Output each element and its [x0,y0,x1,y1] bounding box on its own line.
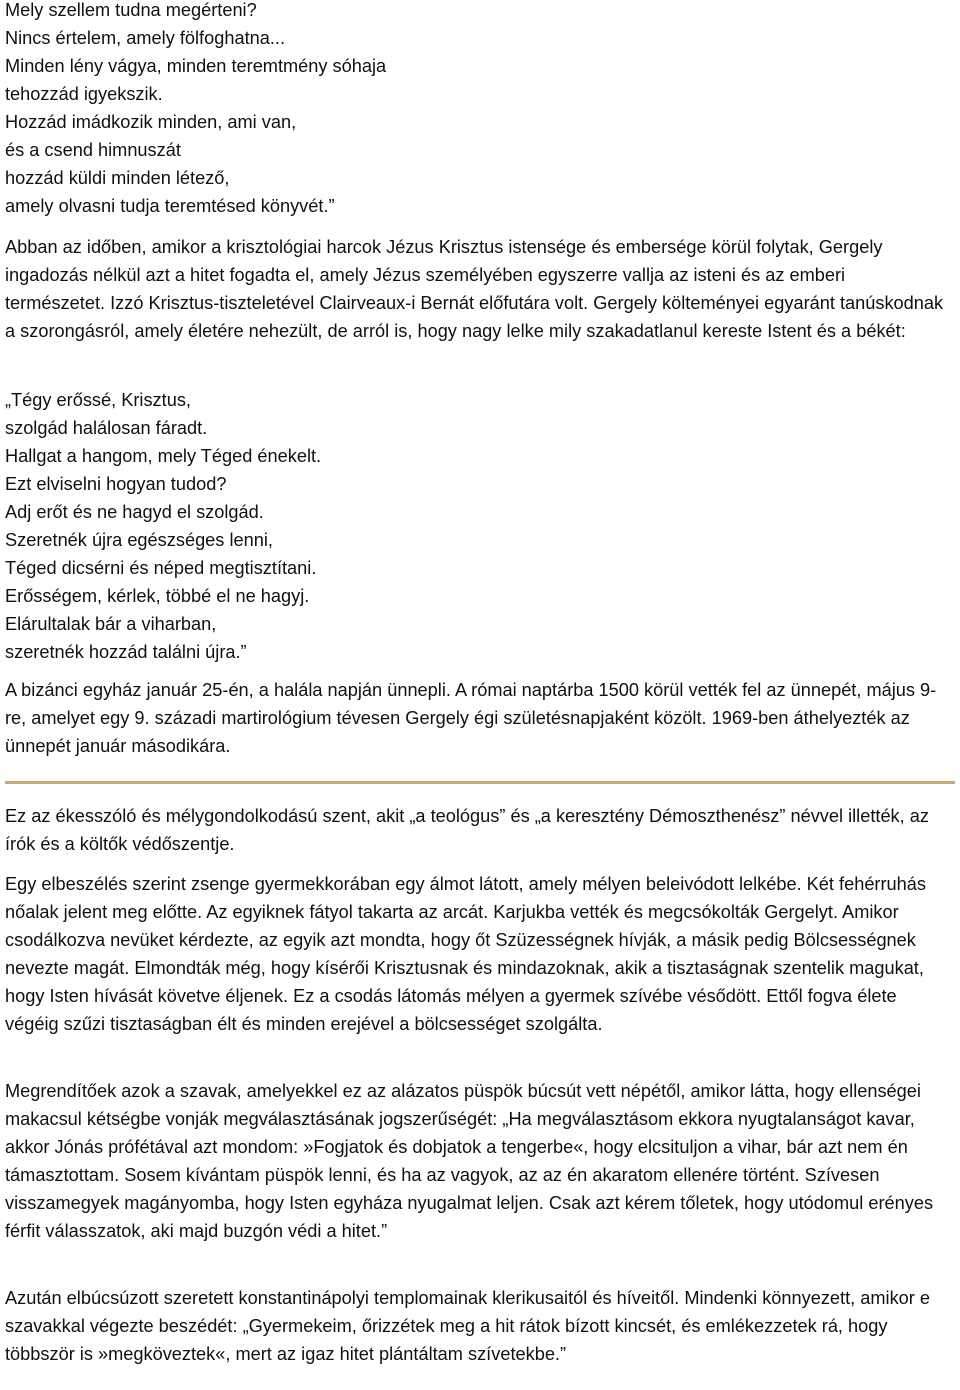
section-divider [5,781,955,784]
paragraph-feast-day: A bizánci egyház január 25-én, a halála napján ünnepli. A római naptárba 1500 körül vették fel az ünnepét, május 9-re, amelyet egy 9. századi martirológium tévesen Gergely égi születésnapjaként közölt. 1969-ben áthelyezték az ünnepét január másodikára. [5,680,937,756]
paragraph-farewell-speech: Megrendítőek azok a szavak, amelyekkel ez az alázatos püspök búcsút vett népétől, amikor látta, hogy ellenségei makacsul kétségbe vonják megválasztásának jogszerűségét: „Ha megválasztásom ekkora nyugtalanságot kavar, akkor Jónás prófétával azt mondom: »Fogjatok és dobjatok a tengerbe«, hogy elcsituljon a vihar, bár azt nem én támasztottam. Sosem kívántam püspök lenni, és ha az vagyok, az az én akaratom ellenére történt. Szívesen visszamegyek magányomba, hogy Isten egyháza nyugalmat leljen. Csak azt kérem tőletek, hogy utódomul erényes férfit válasszatok, aki majd buzgón védi a hitet.” [5,1081,934,1241]
paragraph-departure: Azután elbúcsúzott szeretett konstantinápolyi templomainak klerikusaitól és híveitől. Mindenki könnyezett, amikor e szavakkal végezte beszédét: „Gyermekeim, őrizzétek meg a hit rátok bízott kincsét, és emlékezzetek rá, hogy többször is »megköveztek«, mert az igaz hitet plántáltam szívetekbe.” [5,1288,930,1364]
paragraph-dream: Egy elbeszélés szerint zsenge gyermekkorában egy álmot látott, amely mélyen beleivódott lelkébe. Két fehérruhás nőalak jelent meg előtte. Az egyiknek fátyol takarta az arcát. Karjukba vették és megcsókolták Gergelyt. Amikor csodálkozva nevüket kérdezte, az egyik azt mondta, hogy őt Szüzességnek hívják, a másik pedig Bölcsességnek nevezte magát. Elmondták még, hogy kísérői Krisztusnak és mindazoknak, akik a tisztaságnak szentelik magukat, hogy Isten hívását követve éljenek. Ez a csodás látomás mélyen a gyermek szívébe vésődött. Ettől fogva élete végéig szűzi tisztaságban élt és minden erejével a bölcsességet szolgálta. [5,874,926,1034]
paragraph-krisztologia: Abban az időben, amikor a krisztológiai harcok Jézus Krisztus istensége és embersége körül folytak, Gergely ingadozás nélkül azt a hitet fogadta el, amely Jézus személyében egyszerre vallja az isteni és az emberi természetet. Izzó Krisztus-tiszteletével Clairveaux-i Bernát előfutára volt. Gergely költeményei egyaránt tanúskodnak a szorongásról, amely életére nehezült, de arról is, hogy nagy lelke mily szakadatlanul kereste Istent és a békét: [5,237,944,341]
poem-1: Mely szellem tudna megérteni? Nincs értelem, amely fölfoghatna... Minden lény vágya, minden teremtmény sóhaja tehozzád igyekszik. Hozzád imádkozik minden, ami van, és a csend himnuszát hozzád küldi minden létező, amely olvasni tudja teremtésed könyvét.” [5,0,387,216]
paragraph-patron-saint: Ez az ékesszóló és mélygondolkodású szent, akit „a teológus” és „a keresztény Démoszthenész” névvel illették, az írók és a költők védőszentje. [5,806,929,854]
poem-2: „Tégy erőssé, Krisztus, szolgád halálosan fáradt. Hallgat a hangom, mely Téged énekelt. Ezt elviselni hogyan tudod? Adj erőt és ne hagyd el szolgád. Szeretnék újra egészséges lenni, Téged dicsérni és néped megtisztítani. Erősségem, kérlek, többé el ne hagyj. Elárultalak bár a viharban, szeretnék hozzád találni újra.” [5,390,322,662]
